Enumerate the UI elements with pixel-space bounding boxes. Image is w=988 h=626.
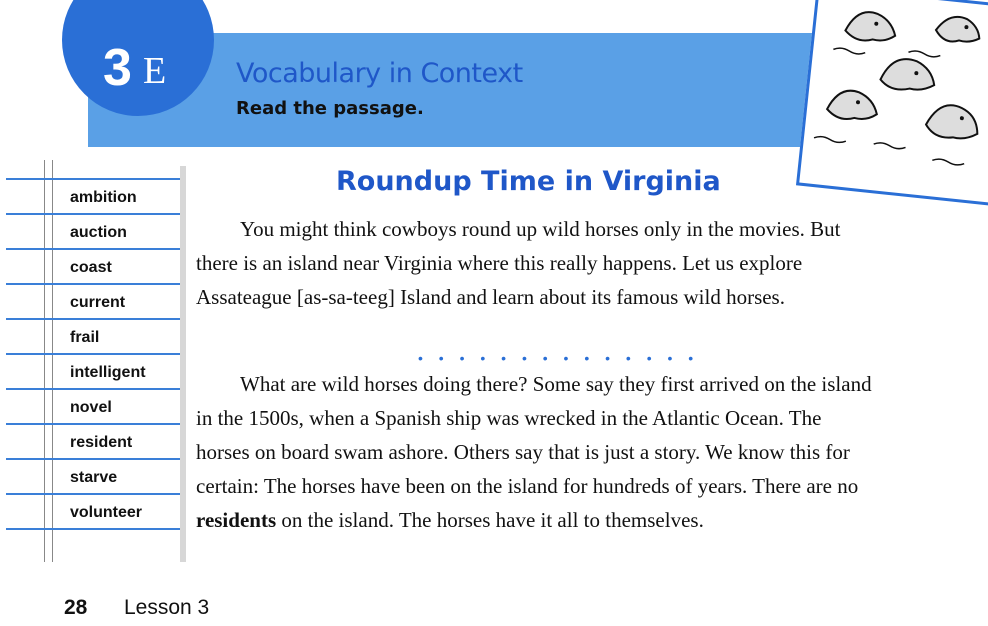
vocabulary-box-shadow	[180, 166, 186, 562]
vocab-row	[6, 458, 180, 495]
vocab-row	[6, 283, 180, 320]
vocab-row	[6, 493, 180, 530]
vocab-row	[6, 318, 180, 355]
vocab-word: ambition	[70, 189, 137, 206]
section-separator: • • • • • • • • • • • • • •	[418, 350, 700, 366]
section-number: 3	[103, 39, 132, 97]
vocab-word: frail	[70, 329, 100, 346]
section-title: Vocabulary in Context	[236, 58, 523, 89]
highlighted-word-residents: residents	[196, 508, 277, 532]
vocab-word: current	[70, 294, 126, 311]
vocab-row-empty	[6, 528, 180, 565]
vocab-word: intelligent	[70, 364, 146, 381]
vocab-row	[6, 178, 180, 215]
story-title: Roundup Time in Virginia	[336, 166, 721, 197]
vocabulary-box	[6, 160, 180, 562]
horses-illustration	[796, 0, 988, 206]
vocab-word: auction	[70, 224, 127, 241]
vocab-word: novel	[70, 399, 112, 416]
paragraph-1	[196, 212, 876, 314]
page-number: 28	[64, 596, 88, 619]
vocab-row	[6, 388, 180, 425]
paragraph-2-text-start: What are wild horses doing there? Some say they first arrived on the island in the 1500s, when a Spanish ship was wrecked in the Atlantic Ocean. The horses on board swam ashore. Others say that is just a story. We know this for certain: The horses have been on the island for hundreds of years. There are no	[196, 372, 872, 498]
paragraph-2-text-end: on the island. The horses have it all to themselves.	[281, 508, 704, 532]
swimming-horses-icon	[799, 0, 988, 202]
vocab-word: starve	[70, 469, 118, 486]
vocab-row	[6, 248, 180, 285]
paragraph-2	[196, 367, 876, 537]
instruction-text: Read the passage.	[236, 98, 424, 119]
vocab-row	[6, 353, 180, 390]
vocab-row	[6, 213, 180, 250]
lesson-label: Lesson 3	[124, 596, 210, 619]
vocab-row	[6, 423, 180, 460]
section-letter: E	[143, 50, 167, 92]
vocab-word: coast	[70, 259, 112, 276]
paragraph-1-text: You might think cowboys round up wild horses only in the movies. But there is an island near Virginia where this really happens. Let us explore Assateague [as-sa-teeg] Island and learn about its famous wild horses.	[196, 217, 841, 309]
vocab-word: resident	[70, 434, 133, 451]
vocab-word: volunteer	[70, 504, 143, 521]
